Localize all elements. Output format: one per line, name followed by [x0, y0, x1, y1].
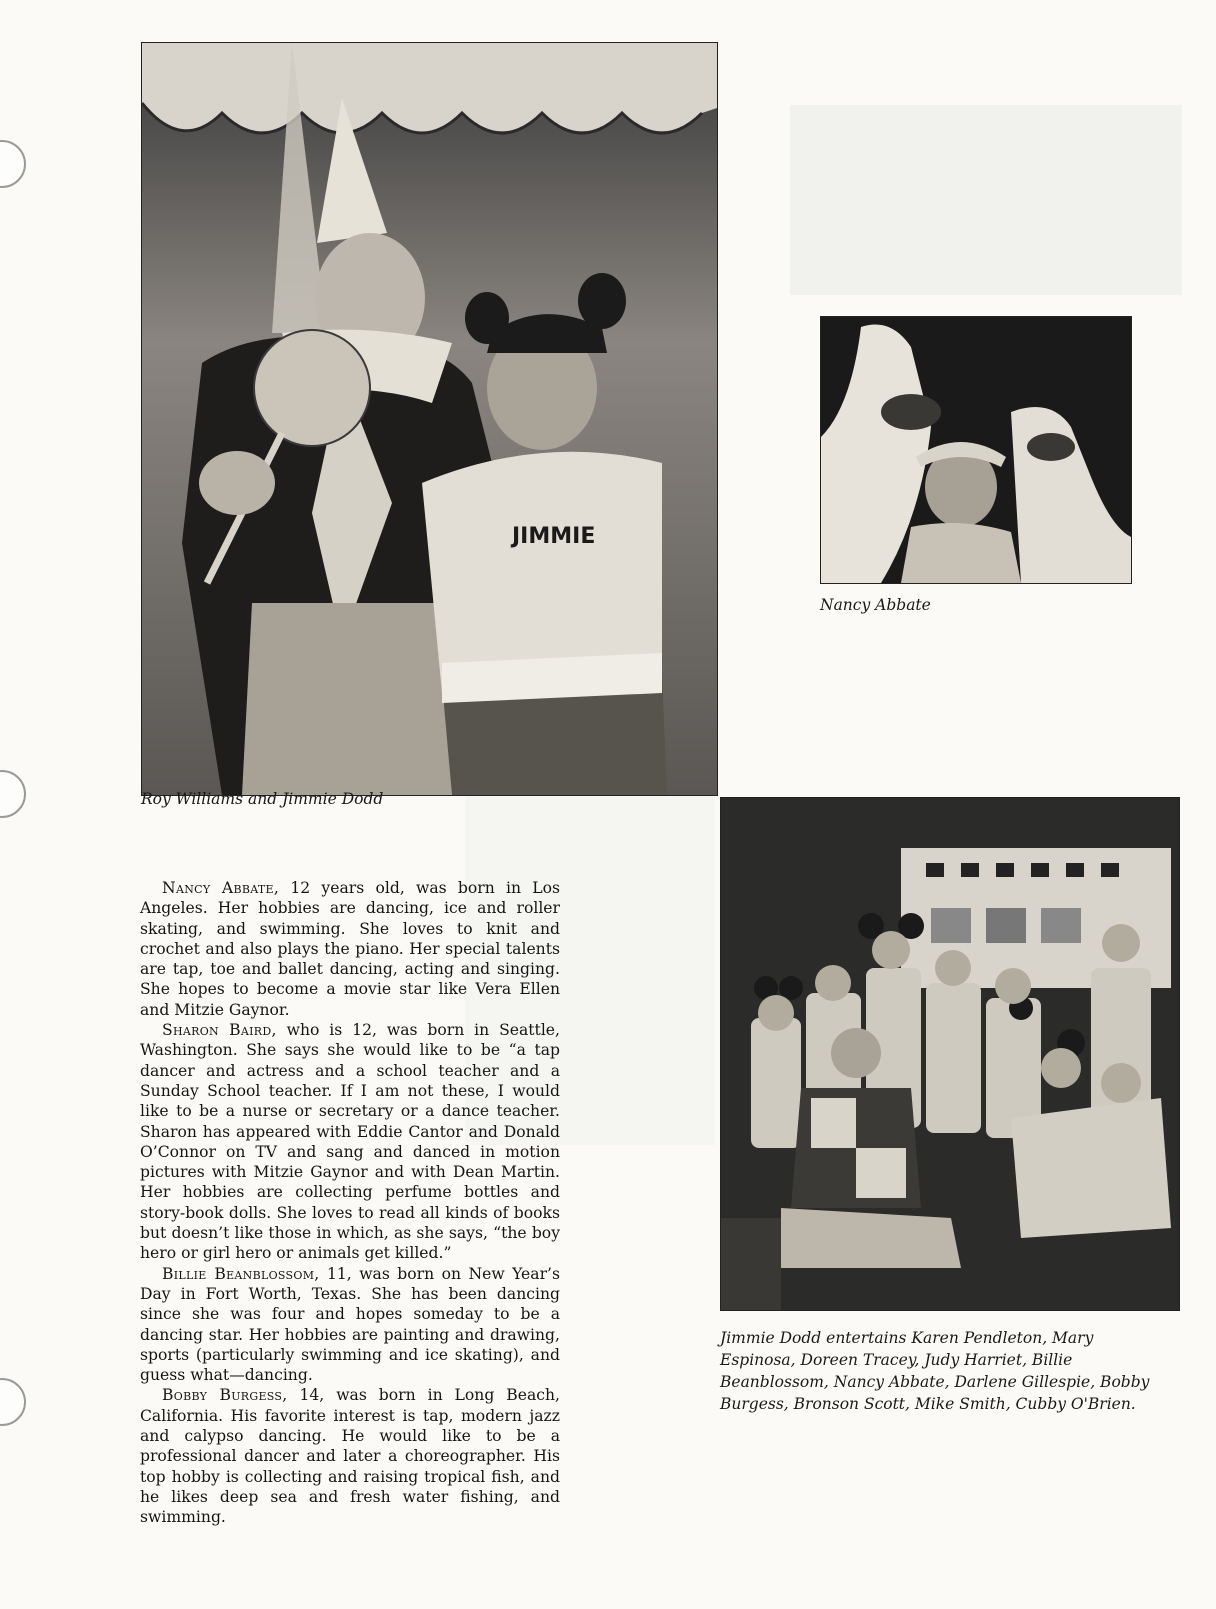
shirt-text: JIMMIE	[512, 524, 596, 549]
name-sharon-baird: Sharon Baird,	[162, 1021, 277, 1040]
photo-roy-williams-jimmie-dodd	[141, 42, 718, 796]
paragraph-nancy-abbate	[140, 878, 560, 1020]
caption-nancy-abbate: Nancy Abbate	[820, 596, 931, 614]
paragraph-bobby-burgess	[140, 1385, 560, 1527]
photo-jimmie-dodd-group	[720, 797, 1180, 1311]
name-billie-beanblossom: Billie Beanblossom,	[162, 1264, 320, 1283]
paragraph-billie-beanblossom	[140, 1264, 560, 1386]
text-bobby-burgess: 14, was born in Long Beach, California. His favorite interest is tap, modern jazz and calypso dancing. He would like to be a professional dancer and later a choreographer. His top hobby is collecting and raising tropical fish, and he likes deep sea and fresh water fishing, and swimming.	[140, 1386, 560, 1527]
name-bobby-burgess: Bobby Burgess,	[162, 1386, 288, 1405]
text-nancy-abbate: 12 years old, was born in Los Angeles. Her hobbies are dancing, ice and roller skating, and swimming. She loves to knit and crochet and also plays the piano. Her special talents are tap, toe and ballet dancing, acting and singing. She hopes to become a movie star like Vera Ellen and Mitzie Gaynor.	[140, 879, 561, 1019]
article-body	[140, 878, 560, 1528]
bleed-through	[790, 105, 1182, 295]
caption-group-photo: Jimmie Dodd entertains Karen Pendleton, Mary Espinosa, Doreen Tracey, Judy Harriet, Billie Beanblossom, Nancy Abbate, Darlene Gillespie, Bobby Burgess, Bronson Scott, Mike Smith, Cubby O'Brien.	[720, 1329, 1150, 1413]
text-billie-beanblossom: 11, was born on New Year’s Day in Fort Worth, Texas. She has been dancing since she was four and hopes someday to be a dancing star. Her hobbies are painting and drawing, sports (particularly swimming and ice skating), and guess what—dancing.	[140, 1264, 560, 1385]
name-nancy-abbate: Nancy Abbate,	[162, 879, 280, 897]
caption-roy-williams-jimmie-dodd: Roy Williams and Jimmie Dodd	[141, 790, 384, 808]
binder-hole	[0, 140, 26, 188]
text-sharon-baird: who is 12, was born in Seattle, Washington. She says she would like to be “a tap dancer and actress and a school teacher and a Sunday School teacher. If I am not these, I would like to be a nurse or secretary or a dance teacher. Sharon has appeared with Eddie Cantor and Donald O’Connor on TV and sang and danced in motion pictures with Mitzie Gaynor and with Dean Martin. Her hobbies are collecting perfume bottles and story-book dolls. She loves to read all kinds of books but doesn’t like those in which, as she says, “the boy hero or girl hero or animals get killed.”	[140, 1021, 560, 1263]
binder-hole	[0, 770, 26, 818]
photo-nancy-abbate	[820, 316, 1132, 584]
binder-hole	[0, 1378, 26, 1426]
paragraph-sharon-baird	[140, 1020, 560, 1264]
